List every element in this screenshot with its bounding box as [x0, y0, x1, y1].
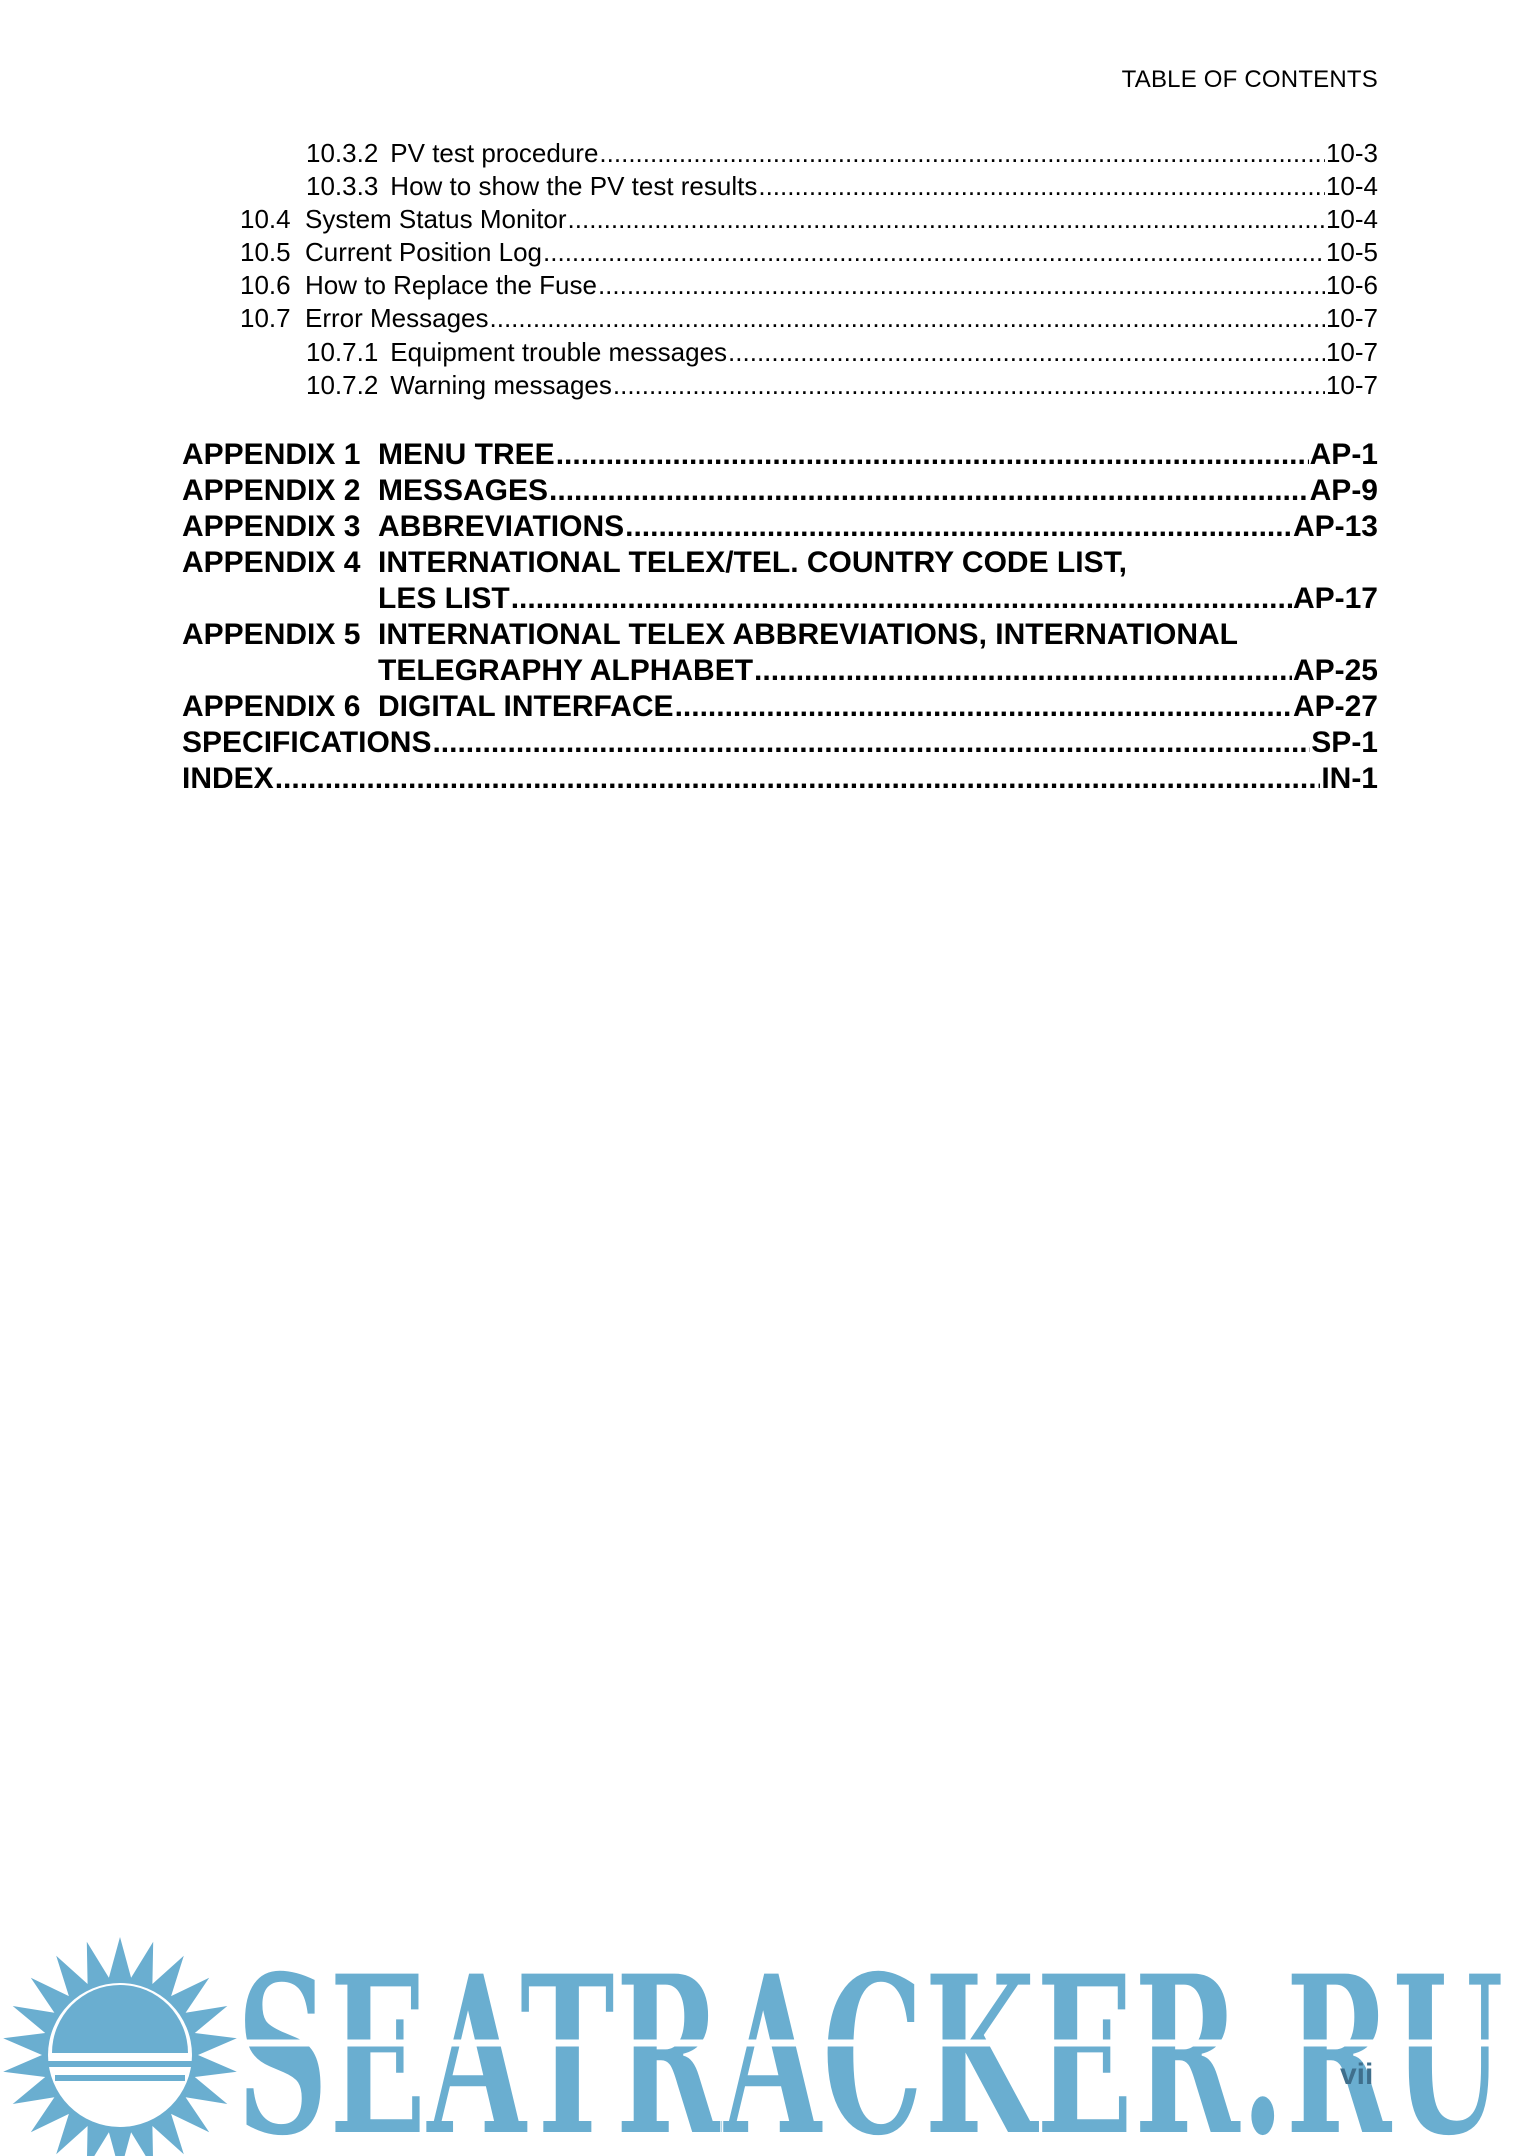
sun-icon — [3, 1937, 237, 2156]
toc-entry-appendix-4-line1[interactable] — [182, 546, 1127, 580]
entry-number: 10.3.2 — [306, 138, 379, 168]
entry-title: System Status Monitor — [305, 204, 567, 234]
entry-page: 10-4 — [1325, 204, 1378, 234]
toc-entry-index[interactable] — [182, 762, 1378, 796]
entry-title: How to Replace the Fuse — [305, 270, 597, 300]
entry-title-cont: LES LIST — [378, 582, 510, 615]
leader-dots — [613, 370, 1325, 401]
toc-entry-10-6[interactable] — [240, 270, 1378, 301]
toc-entry-appendix-1[interactable] — [182, 438, 1378, 472]
entry-title: SPECIFICATIONS — [182, 726, 432, 759]
watermark-text: SEATRACKER.RU — [236, 1926, 1504, 2156]
entry-title-cont: TELEGRAPHY ALPHABET — [378, 654, 754, 687]
entry-number: APPENDIX 6 — [182, 690, 361, 723]
entry-page: 10-6 — [1325, 270, 1378, 300]
leader-dots — [568, 204, 1325, 235]
toc-entry-appendix-5-line2[interactable] — [378, 654, 1378, 688]
entry-page: 10-5 — [1325, 237, 1378, 267]
entry-title: PV test procedure — [390, 138, 599, 168]
entry-page: 10-7 — [1325, 303, 1378, 333]
entry-page: 10-7 — [1325, 370, 1378, 400]
entry-title: ABBREVIATIONS — [378, 510, 625, 543]
leader-dots — [625, 510, 1292, 544]
entry-number: APPENDIX 5 — [182, 618, 361, 651]
entry-title: INTERNATIONAL TELEX/TEL. COUNTRY CODE LIST, — [378, 546, 1127, 579]
entry-title: Warning messages — [390, 370, 612, 400]
entry-number: 10.5 — [240, 237, 291, 267]
toc-entry-appendix-5-line1[interactable] — [182, 618, 1238, 652]
entry-page: AP-9 — [1309, 474, 1378, 507]
entry-title: INTERNATIONAL TELEX ABBREVIATIONS, INTERNATIONAL — [378, 618, 1238, 651]
toc-entry-10-7[interactable] — [240, 303, 1378, 334]
entry-title: INDEX — [182, 762, 274, 795]
entry-number: APPENDIX 4 — [182, 546, 361, 579]
entry-page: 10-4 — [1325, 171, 1378, 201]
leader-dots — [598, 270, 1325, 301]
entry-page: AP-27 — [1292, 690, 1378, 723]
entry-page: SP-1 — [1311, 726, 1378, 759]
entry-number: 10.6 — [240, 270, 291, 300]
toc-entry-appendix-3[interactable] — [182, 510, 1378, 544]
entry-number: 10.7.2 — [306, 370, 379, 400]
toc-entry-10-3-3[interactable] — [306, 171, 1378, 202]
leader-dots — [599, 138, 1325, 169]
entry-page: AP-1 — [1309, 438, 1378, 471]
entry-title: Error Messages — [305, 303, 489, 333]
entry-page: AP-17 — [1292, 582, 1378, 615]
leader-dots — [543, 237, 1325, 268]
toc-entry-specifications[interactable] — [182, 726, 1378, 760]
leader-dots — [754, 654, 1292, 688]
entry-page: 10-7 — [1325, 337, 1378, 367]
leader-dots — [675, 690, 1292, 724]
leader-dots — [758, 171, 1325, 202]
entry-title: MENU TREE — [378, 438, 555, 471]
entry-number: 10.7.1 — [306, 337, 379, 367]
entry-number: 10.4 — [240, 204, 291, 234]
leader-dots — [728, 337, 1325, 368]
leader-dots — [490, 303, 1325, 334]
running-header: TABLE OF CONTENTS — [1121, 66, 1378, 93]
entry-number: 10.7 — [240, 303, 291, 333]
entry-title: How to show the PV test results — [390, 171, 758, 201]
entry-number: APPENDIX 3 — [182, 510, 361, 543]
entry-number: APPENDIX 2 — [182, 474, 361, 507]
entry-title: DIGITAL INTERFACE — [378, 690, 674, 723]
entry-title: MESSAGES — [378, 474, 549, 507]
entry-page: AP-13 — [1292, 510, 1378, 543]
leader-dots — [511, 582, 1292, 616]
entry-page: AP-25 — [1292, 654, 1378, 687]
entry-title: Equipment trouble messages — [390, 337, 728, 367]
toc-entry-10-7-2[interactable] — [306, 370, 1378, 401]
toc-entry-10-4[interactable] — [240, 204, 1378, 235]
leader-dots — [275, 762, 1321, 796]
entry-number: 10.3.3 — [306, 171, 379, 201]
toc-entry-10-7-1[interactable] — [306, 337, 1378, 368]
toc-entry-appendix-6[interactable] — [182, 690, 1378, 724]
entry-page: IN-1 — [1321, 762, 1378, 795]
leader-dots — [549, 474, 1309, 508]
entry-page: 10-3 — [1325, 138, 1378, 168]
leader-dots — [556, 438, 1309, 472]
page-number: vii — [1340, 2058, 1374, 2091]
entry-title: Current Position Log — [305, 237, 543, 267]
toc-entry-appendix-2[interactable] — [182, 474, 1378, 508]
entry-number: APPENDIX 1 — [182, 438, 361, 471]
toc-entry-10-3-2[interactable] — [306, 138, 1378, 169]
toc-entry-10-5[interactable] — [240, 237, 1378, 268]
toc-entry-appendix-4-line2[interactable] — [378, 582, 1378, 616]
watermark-logo — [0, 1925, 1524, 2156]
leader-dots — [432, 726, 1310, 760]
